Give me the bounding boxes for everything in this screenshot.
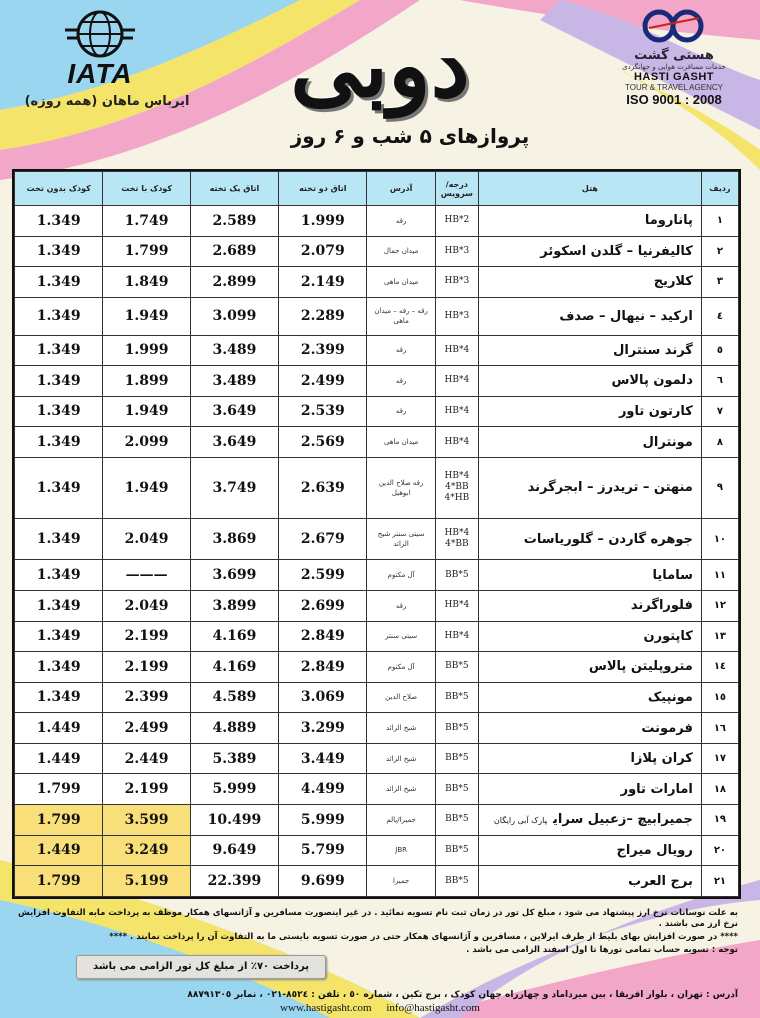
- cell-child-with-bed: 2.199: [103, 652, 190, 683]
- cell-single-room: 2.899: [190, 267, 278, 298]
- cell-single-room: 3.749: [190, 457, 278, 518]
- cell-single-room: 22.399: [190, 866, 278, 897]
- website-link[interactable]: www.hastigasht.com: [280, 1002, 372, 1014]
- cell-single-room: 3.869: [190, 519, 278, 560]
- cell-single-room: 9.649: [190, 835, 278, 866]
- cell-double-room: 2.849: [279, 652, 367, 683]
- agency-address: آدرس : تهران ، بلوار افریقا ، بین میرداماد و چهارراه جهان کودک ، برج تکین ، شماره ٥٠ ، تلفن : ٨٥٢٤-٠٢١ ، نمابر ٨٨٧٩١٣٠٥: [187, 990, 738, 1000]
- cell-child-no-bed: 1.349: [15, 682, 103, 713]
- cell-hotel: دلمون پالاس: [478, 366, 701, 397]
- cell-child-no-bed: 1.349: [15, 366, 103, 397]
- cell-grade: 3*HB: [435, 297, 478, 335]
- cell-hotel: سامایا: [478, 560, 701, 591]
- cell-double-room: 3.299: [279, 713, 367, 744]
- cell-row-number: ٢١: [701, 866, 738, 897]
- cell-address: صلاح الدین: [367, 682, 435, 713]
- cell-child-with-bed: 1.849: [103, 267, 190, 298]
- cell-hotel: فرمونت: [478, 713, 701, 744]
- cell-grade: 4*HB: [435, 366, 478, 397]
- destination-title: دوبی: [290, 13, 470, 117]
- cell-single-room: 3.699: [190, 560, 278, 591]
- cell-child-with-bed: 3.249: [103, 835, 190, 866]
- cell-single-room: 3.649: [190, 427, 278, 458]
- cell-grade: 5*BB: [435, 866, 478, 897]
- cell-double-room: 2.599: [279, 560, 367, 591]
- cell-address: جمیرا: [367, 866, 435, 897]
- cell-hotel: امارات تاور: [478, 774, 701, 805]
- cell-double-room: 4.499: [279, 774, 367, 805]
- trip-subtitle: پروازهای ۵ شب و ۶ روز: [290, 124, 530, 148]
- header-double-room: اتاق دو تخته: [279, 172, 367, 206]
- iso-certification: ISO 9001 : 2008: [626, 92, 722, 107]
- contact-line: [0, 1002, 760, 1014]
- header-hotel: هتل: [478, 172, 701, 206]
- cell-grade: 4*HB 4*BB 4*HB: [435, 457, 478, 518]
- agency-logo: [598, 8, 750, 107]
- cell-grade: 4*HB: [435, 621, 478, 652]
- cell-child-with-bed: 1.899: [103, 366, 190, 397]
- cell-hotel: گرند سنترال: [478, 335, 701, 366]
- cell-single-room: 5.389: [190, 743, 278, 774]
- cell-child-no-bed: 1.449: [15, 835, 103, 866]
- cell-hotel: متروپلیتن پالاس: [478, 652, 701, 683]
- table-row: [15, 652, 739, 683]
- cell-address: شیخ الزائد: [367, 713, 435, 744]
- header-child-no-bed: کودک بدون تخت: [15, 172, 103, 206]
- agency-name-fa: هستی گشت: [634, 48, 714, 63]
- table-row: [15, 713, 739, 744]
- cell-single-room: 3.099: [190, 297, 278, 335]
- cell-double-room: 2.149: [279, 267, 367, 298]
- cell-grade: 4*HB: [435, 396, 478, 427]
- cell-hotel: کران پلازا: [478, 743, 701, 774]
- table-row: [15, 805, 739, 836]
- cell-child-with-bed: 2.199: [103, 621, 190, 652]
- cell-hotel: منهتن – تریدرز – ابجرگرند: [478, 457, 701, 518]
- cell-single-room: 5.999: [190, 774, 278, 805]
- cell-child-with-bed: 1.749: [103, 206, 190, 237]
- iata-logo: [40, 8, 160, 100]
- cell-grade: 4*HB 4*BB: [435, 519, 478, 560]
- cell-double-room: 2.289: [279, 297, 367, 335]
- cell-single-room: 3.489: [190, 366, 278, 397]
- cell-row-number: ١٦: [701, 713, 738, 744]
- table-row: [15, 396, 739, 427]
- cell-double-room: 3.069: [279, 682, 367, 713]
- cell-child-with-bed: 2.049: [103, 519, 190, 560]
- cell-address: آل مکتوم: [367, 652, 435, 683]
- cell-row-number: ١٤: [701, 652, 738, 683]
- cell-double-room: 2.849: [279, 621, 367, 652]
- cell-row-number: ٨: [701, 427, 738, 458]
- table-row: [15, 560, 739, 591]
- cell-child-with-bed: 2.449: [103, 743, 190, 774]
- cell-double-room: 2.699: [279, 590, 367, 621]
- table-row: [15, 590, 739, 621]
- cell-address: جمیرا/پالم: [367, 805, 435, 836]
- email-link[interactable]: info@hastigasht.com: [386, 1002, 480, 1014]
- table-header-row: [15, 172, 739, 206]
- header-address: آدرس: [367, 172, 435, 206]
- cell-double-room: 2.399: [279, 335, 367, 366]
- table-row: [15, 743, 739, 774]
- agency-sub-en: TOUR & TRAVEL AGENCY: [625, 83, 723, 92]
- cell-double-room: 5.999: [279, 805, 367, 836]
- cell-grade: 5*BB: [435, 743, 478, 774]
- cell-double-room: 1.999: [279, 206, 367, 237]
- cell-address: شیخ الزائد: [367, 774, 435, 805]
- note-ticket-price: **** در صورت افزایش بهای بلیط از طرف ایرلاین ، مسافرین و آژانسهای همکار حتی در صورت تسویه بایستی ما به التفاوت آن را پرداخت نمایند . ****: [109, 932, 738, 942]
- cell-child-with-bed: 2.499: [103, 713, 190, 744]
- cell-address: میدان جمال: [367, 236, 435, 267]
- cell-address: سیتی سنتر شیخ الزائد: [367, 519, 435, 560]
- cell-child-no-bed: 1.349: [15, 297, 103, 335]
- cell-row-number: ٢: [701, 236, 738, 267]
- cell-single-room: 10.499: [190, 805, 278, 836]
- table-row: [15, 366, 739, 397]
- cell-grade: 4*HB: [435, 590, 478, 621]
- table-row: [15, 519, 739, 560]
- cell-child-with-bed: 1.799: [103, 236, 190, 267]
- cell-child-no-bed: 1.349: [15, 519, 103, 560]
- hotel-note: پارک آبی رایگان: [493, 816, 548, 826]
- cell-grade: 5*BB: [435, 652, 478, 683]
- cell-child-with-bed: 1.949: [103, 396, 190, 427]
- cell-grade: 5*BB: [435, 835, 478, 866]
- cell-address: JBR: [367, 835, 435, 866]
- cell-child-no-bed: 1.799: [15, 805, 103, 836]
- cell-child-no-bed: 1.349: [15, 652, 103, 683]
- table-row: [15, 427, 739, 458]
- cell-row-number: ١١: [701, 560, 738, 591]
- cell-grade: 5*BB: [435, 805, 478, 836]
- cell-single-room: 4.169: [190, 621, 278, 652]
- globe-icon: [65, 8, 135, 60]
- table-row: [15, 297, 739, 335]
- agency-sub-fa: خدمات مسافرت هوایی و جهانگردی: [622, 63, 726, 71]
- cell-row-number: ١٢: [701, 590, 738, 621]
- cell-child-with-bed: 2.049: [103, 590, 190, 621]
- table-row: [15, 774, 739, 805]
- iata-wordmark: IATA: [67, 58, 133, 89]
- header-child-with-bed: کودک با تخت: [103, 172, 190, 206]
- table-row: [15, 621, 739, 652]
- cell-child-no-bed: 1.449: [15, 743, 103, 774]
- cell-row-number: ٥: [701, 335, 738, 366]
- cell-hotel: مونپیک: [478, 682, 701, 713]
- table-row: [15, 206, 739, 237]
- payment-notice: پرداخت ٧٠٪ از مبلغ کل تور الزامی می باشد: [76, 955, 326, 979]
- airline-label: ایرباس ماهان (همه روزه): [24, 94, 190, 109]
- cell-double-room: 2.539: [279, 396, 367, 427]
- cell-child-no-bed: 1.799: [15, 866, 103, 897]
- cell-child-no-bed: 1.349: [15, 267, 103, 298]
- cell-grade: 3*HB: [435, 236, 478, 267]
- cell-child-with-bed: 2.099: [103, 427, 190, 458]
- cell-address: میدان ماهی: [367, 427, 435, 458]
- cell-single-room: 3.899: [190, 590, 278, 621]
- cell-child-with-bed: 2.399: [103, 682, 190, 713]
- cell-hotel: مونترال: [478, 427, 701, 458]
- table-row: [15, 457, 739, 518]
- cell-child-no-bed: 1.799: [15, 774, 103, 805]
- cell-address: رقه: [367, 590, 435, 621]
- cell-hotel: رویال میراج: [478, 835, 701, 866]
- cell-address: میدان ماهی: [367, 267, 435, 298]
- cell-row-number: ١٨: [701, 774, 738, 805]
- cell-address: سیتی سنتر: [367, 621, 435, 652]
- cell-child-with-bed: 1.999: [103, 335, 190, 366]
- cell-double-room: 2.679: [279, 519, 367, 560]
- cell-row-number: ٣: [701, 267, 738, 298]
- cell-address: آل مکتوم: [367, 560, 435, 591]
- cell-grade: 4*HB: [435, 335, 478, 366]
- cell-address: شیخ الزائد: [367, 743, 435, 774]
- cell-child-no-bed: 1.349: [15, 427, 103, 458]
- table-row: [15, 236, 739, 267]
- cell-double-room: 3.449: [279, 743, 367, 774]
- cell-row-number: ١٩: [701, 805, 738, 836]
- agency-name-en: HASTI GASHT: [633, 71, 715, 83]
- cell-single-room: 4.889: [190, 713, 278, 744]
- cell-row-number: ٧: [701, 396, 738, 427]
- cell-child-with-bed: ———: [103, 560, 190, 591]
- cell-address: رقه: [367, 366, 435, 397]
- cell-double-room: 2.639: [279, 457, 367, 518]
- cell-double-room: 5.799: [279, 835, 367, 866]
- notes-section: [14, 908, 738, 958]
- cell-child-with-bed: 3.599: [103, 805, 190, 836]
- cell-child-no-bed: 1.349: [15, 396, 103, 427]
- cell-double-room: 2.079: [279, 236, 367, 267]
- cell-single-room: 4.589: [190, 682, 278, 713]
- note-settlement: توجه : تسویه حساب تمامی تورها تا اول اسفند الزامی می باشد .: [466, 945, 738, 955]
- cell-double-room: 2.499: [279, 366, 367, 397]
- cell-child-no-bed: 1.349: [15, 457, 103, 518]
- cell-hotel: پاناروما: [478, 206, 701, 237]
- cell-address: رقه – رقه – میدان ماهی: [367, 297, 435, 335]
- cell-child-no-bed: 1.349: [15, 590, 103, 621]
- cell-row-number: ١٠: [701, 519, 738, 560]
- cell-child-with-bed: 2.199: [103, 774, 190, 805]
- cell-child-with-bed: 5.199: [103, 866, 190, 897]
- cell-hotel: برج العرب: [478, 866, 701, 897]
- cell-single-room: 2.689: [190, 236, 278, 267]
- cell-child-no-bed: 1.349: [15, 560, 103, 591]
- cell-row-number: ٤: [701, 297, 738, 335]
- header-row-number: ردیف: [701, 172, 738, 206]
- cell-grade: 5*BB: [435, 682, 478, 713]
- cell-grade: 3*HB: [435, 267, 478, 298]
- cell-hotel: ارکید – نیهال – صدف: [478, 297, 701, 335]
- agency-emblem-icon: [639, 8, 709, 44]
- cell-hotel: کاپتورن: [478, 621, 701, 652]
- cell-grade: 2*HB: [435, 206, 478, 237]
- cell-grade: 5*BB: [435, 713, 478, 744]
- cell-row-number: ٩: [701, 457, 738, 518]
- cell-hotel: کلاریج: [478, 267, 701, 298]
- table-row: [15, 682, 739, 713]
- cell-hotel: کارتون تاور: [478, 396, 701, 427]
- header-single-room: اتاق یک تخته: [190, 172, 278, 206]
- cell-hotel: [478, 805, 701, 836]
- table-row: [15, 835, 739, 866]
- cell-child-with-bed: 1.949: [103, 457, 190, 518]
- header-grade: درجه/سرویس: [435, 172, 478, 206]
- cell-hotel: فلوراگرند: [478, 590, 701, 621]
- cell-child-no-bed: 1.349: [15, 206, 103, 237]
- cell-row-number: ١٣: [701, 621, 738, 652]
- cell-child-no-bed: 1.449: [15, 713, 103, 744]
- cell-row-number: ٢٠: [701, 835, 738, 866]
- cell-child-no-bed: 1.349: [15, 236, 103, 267]
- cell-single-room: 3.649: [190, 396, 278, 427]
- note-exchange-rate: به علت نوسانات نرخ ارز پیشنهاد می شود ، مبلغ کل تور در زمان ثبت نام تسویه نمائید . در غیر اینصورت مسافرین و آژانسهای همکار موظف به پرداخت مابه التفاوت افزایش نرخ ارز می باشند .: [18, 908, 738, 929]
- cell-address: رقه: [367, 396, 435, 427]
- price-table: [12, 169, 741, 899]
- hotel-name: جمیرابیچ –زعبیل سرای: [553, 812, 693, 828]
- table-row: [15, 335, 739, 366]
- cell-single-room: 4.169: [190, 652, 278, 683]
- cell-grade: 4*HB: [435, 427, 478, 458]
- cell-row-number: ١٧: [701, 743, 738, 774]
- cell-grade: 5*BB: [435, 560, 478, 591]
- cell-row-number: ٦: [701, 366, 738, 397]
- table-row: [15, 267, 739, 298]
- cell-single-room: 2.589: [190, 206, 278, 237]
- cell-double-room: 9.699: [279, 866, 367, 897]
- cell-grade: 5*BB: [435, 774, 478, 805]
- cell-child-no-bed: 1.349: [15, 335, 103, 366]
- cell-child-with-bed: 1.949: [103, 297, 190, 335]
- cell-single-room: 3.489: [190, 335, 278, 366]
- cell-double-room: 2.569: [279, 427, 367, 458]
- cell-address: رقه صلاح الدین ابوهیل: [367, 457, 435, 518]
- cell-address: رقه: [367, 206, 435, 237]
- table-row: [15, 866, 739, 897]
- cell-hotel: جوهره گاردن – گلوریاسات: [478, 519, 701, 560]
- cell-row-number: ١٥: [701, 682, 738, 713]
- cell-row-number: ١: [701, 206, 738, 237]
- cell-address: رقه: [367, 335, 435, 366]
- cell-hotel: کالیفرنیا – گلدن اسکوئر: [478, 236, 701, 267]
- cell-child-no-bed: 1.349: [15, 621, 103, 652]
